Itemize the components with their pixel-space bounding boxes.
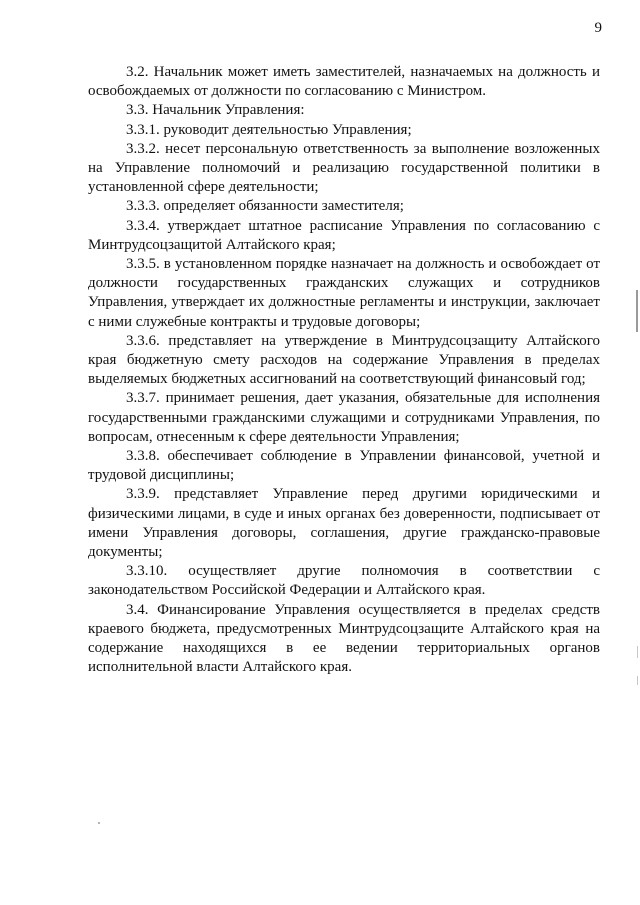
page-number: 9 (594, 20, 602, 36)
paragraph-3-3: 3.3. Начальник Управления: (126, 102, 305, 119)
paragraph-3-3-2: 3.3.2. несет персональную ответственность за выполнение возложенных на Управление полномочий и реализацию государственной политики в установленной сфере деятельности; (88, 140, 600, 196)
paragraph-3-3-10: 3.3.10. осуществляет другие полномочия в соответствии с законодательством Российской Федерации и Алтайского края. (88, 563, 600, 599)
paragraph-3-3-9: 3.3.9. представляет Управление перед другими юридическими и физическими лицами, в суде и иных органах без доверенности, подписывает от имени Управления договоры, соглашения, другие гражданско-правовые документы; (88, 486, 600, 561)
paragraph-3-4: 3.4. Финансирование Управления осуществляется в пределах средств краевого бюджета, предусмотренных Минтрудсоцзащите Алтайского края на содержание находящихся в ее ведении территориальных органов исполнительной власти Алтайского края. (88, 601, 600, 676)
paragraph-3-2: 3.2. Начальник может иметь заместителей, назначаемых на должность и освобождаемых от должности по согласованию с Министром. (88, 64, 600, 100)
scan-edge-mark (636, 290, 638, 332)
paragraph-3-3-8: 3.3.8. обеспечивает соблюдение в Управлении финансовой, учетной и трудовой дисциплины; (88, 448, 600, 484)
document-body (88, 63, 600, 678)
paragraph-3-3-7: 3.3.7. принимает решения, дает указания, обязательные для исполнения государственными гражданскими служащими и сотрудниками Управления, по вопросам, отнесенным к сфере деятельности Управления; (88, 390, 600, 445)
paragraph-3-3-1: 3.3.1. руководит деятельностью Управления; (126, 121, 412, 138)
scan-edge-mark (637, 676, 638, 685)
paragraph-3-3-4: 3.3.4. утверждает штатное расписание Управления по согласованию с Минтрудсоцзащитой Алтайского края; (88, 217, 600, 253)
scan-speck (98, 822, 100, 824)
scan-edge-mark (637, 646, 638, 658)
paragraph-3-3-3: 3.3.3. определяет обязанности заместителя; (126, 198, 404, 215)
paragraph-3-3-6: 3.3.6. представляет на утверждение в Минтрудсоцзащиту Алтайского края бюджетную смету расходов на содержание Управления в пределах выделяемых бюджетных ассигнований на соответствующий финансовый год; (88, 332, 600, 388)
paragraph-3-3-5: 3.3.5. в установленном порядке назначает на должность и освобождает от должности государственных гражданских служащих и сотрудников Управления, утверждает их должностные регламенты и инструкции, заключает с ними служебные контракты и трудовые договоры; (88, 256, 600, 330)
